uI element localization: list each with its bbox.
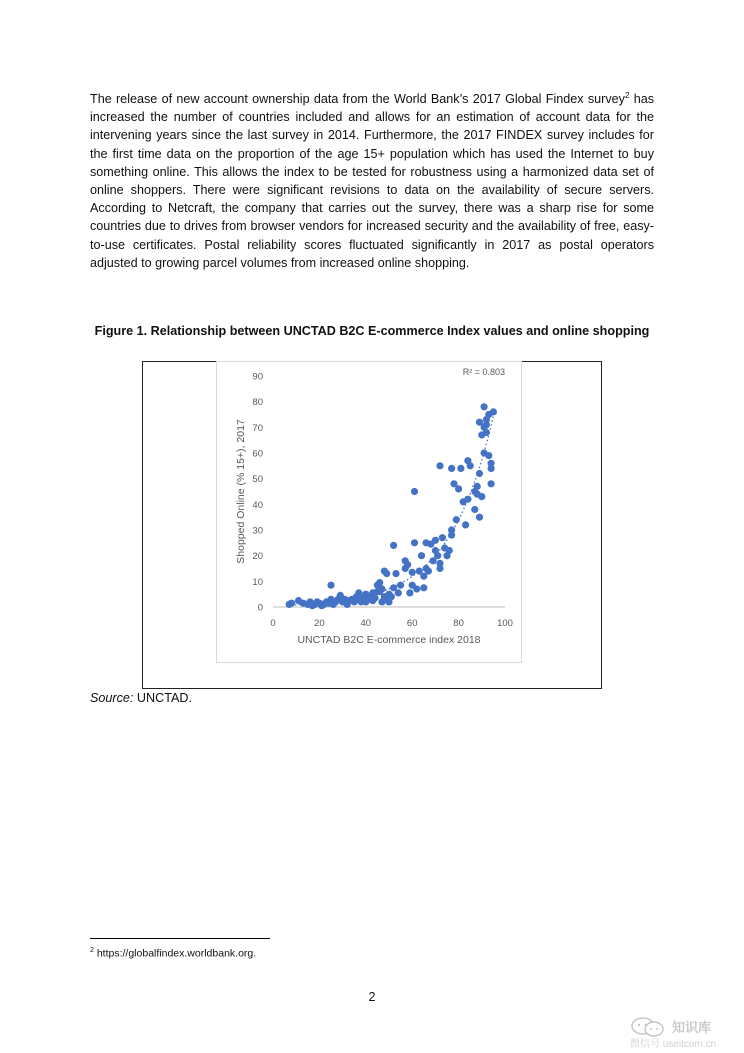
paragraph-part2: has increased the number of countries included and allows for an estimation of account data for the intervening years since the last survey in 2014. Furthermore, the 2017 FINDEX survey includes for the first time data on the proportion of the age 15+ population which has used the Internet to buy something online. This allows the index to be tested for robustness using a harmonized data set of online shoppers. There were significant revisions to data on the availability of secure servers. According to Netcraft, the company that carries out the survey, there was a sharp rise for some countries due to drives from browser vendors for increased security and the availability of free, easy-to-use certificates. Postal reliability scores fluctuated significantly in 2017 as postal operators adjusted to growing parcel volumes from increased online shopping. [90,92,655,270]
x-axis-title: UNCTAD B2C E-commerce index 2018 [297,634,481,646]
data-point [436,462,443,469]
data-point [418,552,425,559]
y-tick-label: 60 [252,448,263,460]
data-point [406,589,413,596]
data-point [478,493,485,500]
watermark-subtitle: 微信号 useitcom.cn [630,1039,717,1050]
data-point [378,585,385,592]
data-point [467,462,474,469]
data-point [471,506,478,513]
data-point [464,496,471,503]
y-tick-label: 80 [252,397,263,409]
source-label: Source: [90,691,134,705]
scatter-chart [217,362,523,664]
data-point [413,585,420,592]
data-point [434,552,441,559]
y-tick-label: 90 [252,371,263,383]
data-point [383,570,390,577]
data-point [372,594,379,601]
data-point [485,452,492,459]
y-tick-label: 70 [252,422,263,434]
data-point [392,570,399,577]
data-point [462,521,469,528]
figure-source [90,691,192,705]
data-point [474,483,481,490]
chart-area [216,361,522,663]
footnote [90,947,256,960]
x-tick-label: 100 [497,618,513,629]
data-point [488,480,495,487]
y-tick-label: 50 [252,474,263,486]
footnote-reference[interactable]: 2 [624,90,630,100]
trendline [287,416,494,605]
y-tick-label: 0 [257,602,263,614]
x-tick-label: 20 [314,618,325,629]
r-squared-annotation: R² = 0.803 [462,367,505,377]
data-point [446,547,453,554]
watermark-title: 知识库 [672,1020,712,1035]
data-point [476,470,483,477]
data-point [432,537,439,544]
data-point [483,416,490,423]
data-point [376,579,383,586]
data-point [488,460,495,467]
data-point [425,568,432,575]
y-tick-label: 40 [252,499,263,511]
source-text: UNCTAD. [133,691,192,705]
data-point [490,408,497,415]
footnote-link[interactable]: https://globalfindex.worldbank.org. [93,947,257,960]
x-tick-label: 40 [360,618,372,629]
data-point [453,516,460,523]
data-point [404,561,411,568]
data-point [483,429,490,436]
x-tick-label: 60 [406,618,418,629]
footnote-divider [90,938,270,939]
paragraph-part1: The release of new account ownership data from the World Bank’s 2017 Global Findex survey [90,92,625,106]
data-point [409,569,416,576]
y-axis-title: Shopped Online (% 15+), 2017 [235,419,247,564]
data-point [455,485,462,492]
data-point [288,600,295,607]
page-number: 2 [368,990,376,1004]
data-point [390,542,397,549]
data-point [448,465,455,472]
figure-title: Figure 1. Relationship between UNCTAD B2C E-commerce Index values and online shopping [94,324,650,338]
data-point [457,465,464,472]
data-point [476,514,483,521]
data-point [395,589,402,596]
data-point [327,582,334,589]
data-point [411,488,418,495]
data-point [439,534,446,541]
watermark [628,1016,738,1050]
y-tick-label: 10 [252,576,263,588]
x-tick-label: 80 [453,618,464,629]
data-point [448,532,455,539]
y-tick-label: 20 [252,551,263,563]
body-paragraph [90,90,654,272]
data-point [397,582,404,589]
data-point [388,593,395,600]
footnote-number: 2 [90,947,94,954]
data-point [436,560,443,567]
x-tick-label: 0 [270,618,276,629]
data-point [420,584,427,591]
data-point [481,403,488,410]
data-point [411,539,418,546]
y-tick-label: 30 [252,525,263,537]
